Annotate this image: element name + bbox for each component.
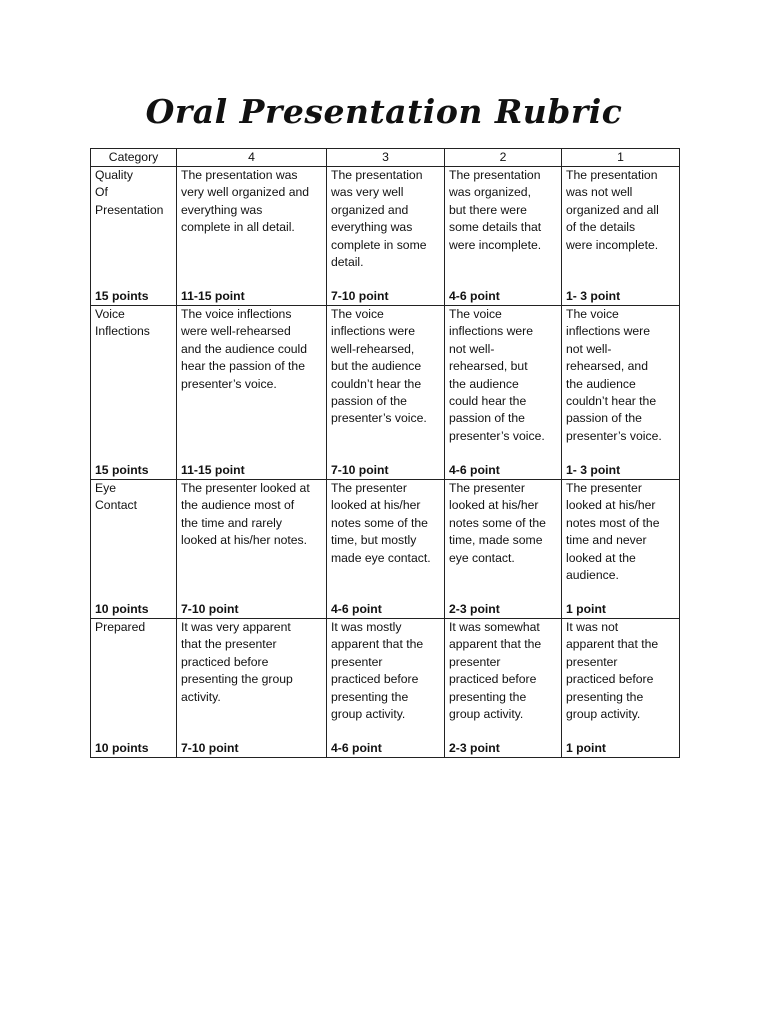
criteria-text: The presenter looked at his/her notes some of the time, made some eye contact.	[449, 481, 546, 565]
criteria-text: The presentation was very well organized and everything was complete in some detail.	[331, 168, 427, 270]
criteria-text: The presentation was not well organized and all of the details were incomplete.	[566, 168, 659, 252]
criteria-score: 11-15 point	[181, 462, 245, 477]
header-score-2: 2	[445, 149, 562, 167]
criteria-text: It was not apparent that the presenter practiced before presenting the group activity.	[566, 620, 659, 722]
category-label: Quality Of Presentation	[95, 168, 164, 217]
page-title: Oral Presentation Rubric	[145, 92, 623, 131]
table-row	[91, 167, 680, 306]
criteria-text: The voice inflections were well-rehearsed and the audience could hear the passion of the presenter’s voice.	[181, 307, 308, 391]
criteria-cell	[445, 167, 562, 306]
category-points: 15 points	[95, 288, 149, 303]
criteria-text: The presenter looked at the audience most of the time and rarely looked at his/her notes.	[181, 481, 310, 548]
criteria-cell	[445, 480, 562, 619]
criteria-cell	[562, 619, 680, 758]
criteria-score: 1 point	[566, 601, 606, 616]
criteria-text: The voice inflections were well-rehearsed, but the audience couldn’t hear the passion of the presenter’s voice.	[331, 307, 427, 426]
criteria-cell	[327, 619, 445, 758]
category-points: 10 points	[95, 740, 149, 755]
criteria-cell	[562, 306, 680, 480]
criteria-text: The presenter looked at his/her notes some of the time, but mostly made eye contact.	[331, 481, 431, 565]
criteria-score: 1- 3 point	[566, 288, 621, 303]
category-cell	[91, 619, 177, 758]
criteria-cell	[445, 306, 562, 480]
criteria-cell	[562, 167, 680, 306]
header-row	[91, 149, 680, 167]
category-cell	[91, 167, 177, 306]
criteria-score: 11-15 point	[181, 288, 245, 303]
table-row	[91, 306, 680, 480]
criteria-text: It was very apparent that the presenter practiced before presenting the group activity.	[181, 620, 293, 704]
criteria-score: 7-10 point	[181, 740, 239, 755]
criteria-cell	[327, 167, 445, 306]
header-score-1: 1	[562, 149, 680, 167]
criteria-cell	[327, 480, 445, 619]
criteria-cell	[177, 619, 327, 758]
category-cell	[91, 306, 177, 480]
header-score-3: 3	[327, 149, 445, 167]
category-label: Voice Inflections	[95, 307, 150, 339]
category-points: 10 points	[95, 601, 149, 616]
table-row	[91, 480, 680, 619]
criteria-text: The presentation was organized, but there were some details that were incomplete.	[449, 168, 542, 252]
criteria-cell	[177, 306, 327, 480]
criteria-score: 4-6 point	[449, 288, 500, 303]
header-score-4: 4	[177, 149, 327, 167]
criteria-text: It was somewhat apparent that the presenter practiced before presenting the group activity.	[449, 620, 542, 722]
criteria-cell	[177, 480, 327, 619]
criteria-score: 4-6 point	[331, 601, 382, 616]
criteria-score: 1 point	[566, 740, 606, 755]
criteria-score: 2-3 point	[449, 601, 500, 616]
criteria-score: 7-10 point	[331, 288, 389, 303]
criteria-cell	[445, 619, 562, 758]
criteria-score: 1- 3 point	[566, 462, 621, 477]
criteria-text: The voice inflections were not well- rehearsed, and the audience couldn’t hear the passion of the presenter’s voice.	[566, 307, 662, 443]
criteria-score: 7-10 point	[181, 601, 239, 616]
table-row	[91, 619, 680, 758]
criteria-cell	[562, 480, 680, 619]
criteria-score: 2-3 point	[449, 740, 500, 755]
rubric-table	[90, 148, 680, 758]
criteria-text: The presenter looked at his/her notes most of the time and never looked at the audience.	[566, 481, 660, 583]
criteria-text: The presentation was very well organized and everything was complete in all detail.	[181, 168, 310, 235]
category-points: 15 points	[95, 462, 149, 477]
criteria-text: It was mostly apparent that the presenter practiced before presenting the group activity.	[331, 620, 424, 722]
criteria-score: 4-6 point	[449, 462, 500, 477]
criteria-cell	[177, 167, 327, 306]
criteria-text: The voice inflections were not well- rehearsed, but the audience could hear the passion of the presenter’s voice.	[449, 307, 545, 443]
category-label: Prepared	[95, 620, 146, 634]
category-cell	[91, 480, 177, 619]
header-category: Category	[91, 149, 177, 167]
criteria-score: 4-6 point	[331, 740, 382, 755]
category-label: Eye Contact	[95, 481, 138, 513]
criteria-cell	[327, 306, 445, 480]
criteria-score: 7-10 point	[331, 462, 389, 477]
